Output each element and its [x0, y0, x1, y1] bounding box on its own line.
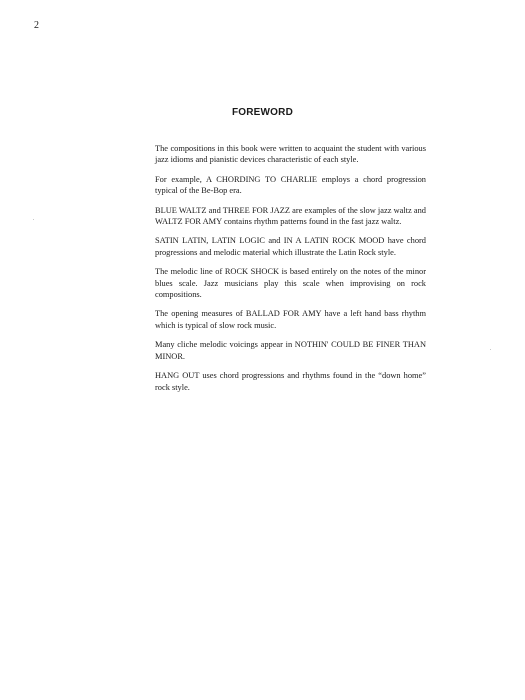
- paragraph-7: Many cliche melodic voicings appear in NOTHIN' COULD BE FINER THAN MINOR.: [155, 340, 426, 361]
- page-number: 2: [34, 20, 39, 31]
- paragraph-6: The opening measures of BALLAD FOR AMY have a left hand bass rhythm which is typical of slow rock music.: [155, 309, 426, 330]
- paragraph-8: HANG OUT uses chord progressions and rhythms found in the “down home” rock style.: [155, 371, 426, 392]
- paragraph-3: BLUE WALTZ and THREE FOR JAZZ are examples of the slow jazz waltz and WALTZ FOR AMY contains rhythm patterns found in the fast jazz waltz.: [155, 205, 426, 227]
- scan-speck: [33, 219, 34, 220]
- page-title: FOREWORD: [231, 107, 294, 118]
- scan-speck: [490, 349, 491, 350]
- paragraph-5: The melodic line of ROCK SHOCK is based entirely on the notes of the minor blues scale. Jazz musicians play this scale when improvising on rock compositions.: [155, 267, 426, 300]
- paragraph-4: SATIN LATIN, LATIN LOGIC and IN A LATIN ROCK MOOD have chord progressions and melodic material which illustrate the Latin Rock style.: [155, 236, 426, 257]
- paragraph-2: For example, A CHORDING TO CHARLIE employs a chord progression typical of the Be-Bop era.: [155, 174, 426, 196]
- paragraph-1: The compositions in this book were written to acquaint the student with various jazz idioms and pianistic devices characteristic of each style.: [155, 144, 426, 165]
- foreword-body: [155, 143, 426, 401]
